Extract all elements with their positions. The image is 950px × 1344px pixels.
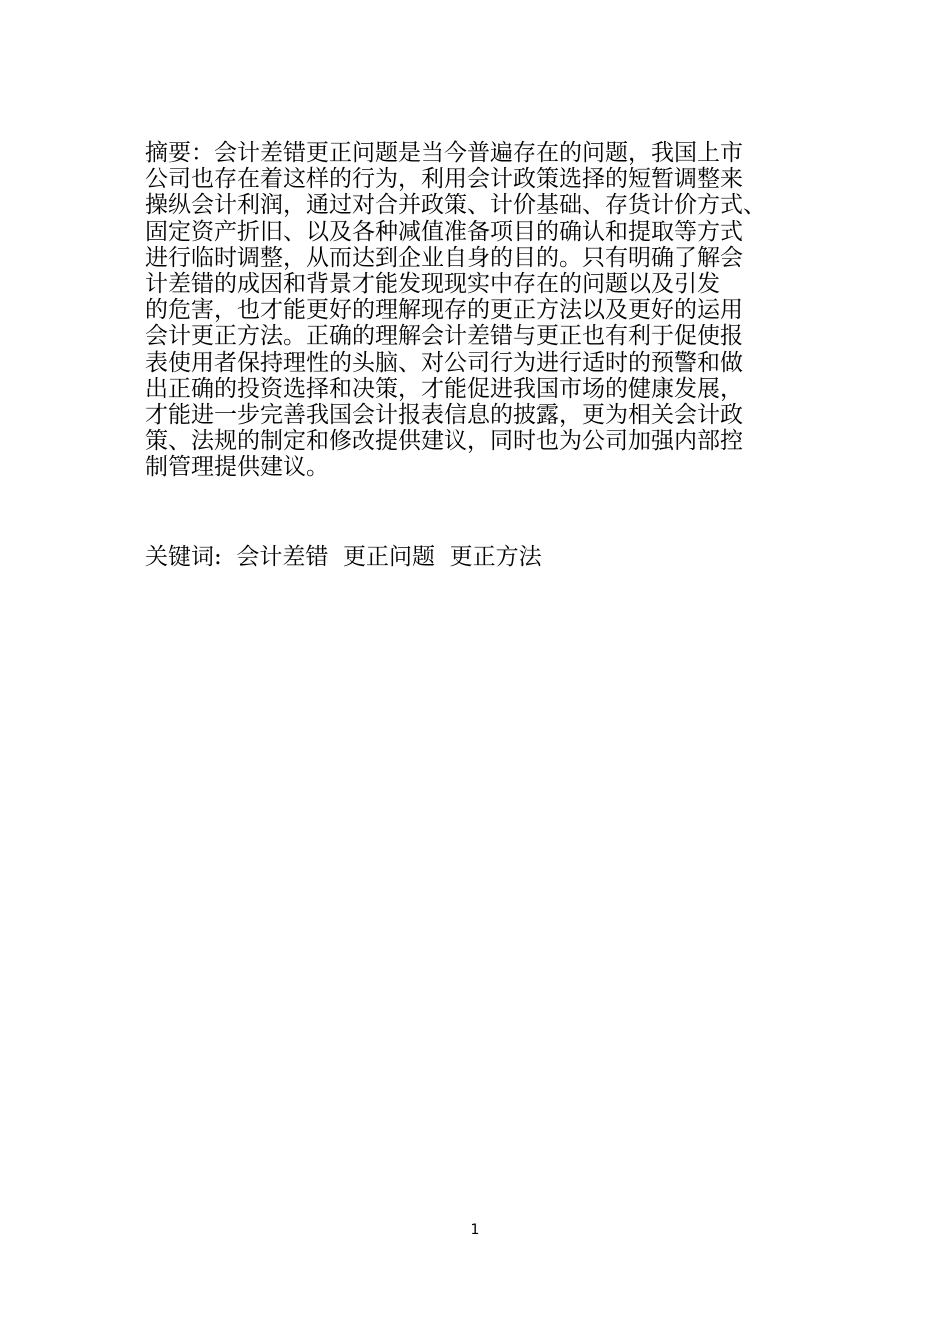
abstract-line: 才能进一步完善我国会计报表信息的披露，更为相关会计政 [145, 402, 743, 429]
abstract-line: 摘要：会计差错更正问题是当今普遍存在的问题，我国上市 [145, 140, 743, 166]
abstract-line: 操纵会计利润，通过对合并政策、计价基础、存货计价方式、 [145, 192, 766, 219]
abstract-line: 制管理提供建议。 [145, 454, 329, 481]
abstract-line: 计差错的成因和背景才能发现现实中存在的问题以及引发 [145, 271, 720, 298]
abstract-paragraph [145, 140, 815, 481]
abstract-line: 表使用者保持理性的头脑、对公司行为进行适时的预警和做 [145, 349, 743, 376]
abstract-line: 固定资产折旧、以及各种减值准备项目的确认和提取等方式 [145, 218, 743, 245]
abstract-line: 出正确的投资选择和决策，才能促进我国市场的健康发展， [145, 375, 743, 402]
abstract-line: 公司也存在着这样的行为，利用会计政策选择的短暂调整来 [145, 166, 743, 193]
abstract-line: 进行临时调整，从而达到企业自身的目的。只有明确了解会 [145, 244, 743, 271]
keywords: 关键词: 会计差错 更正问题 更正方法 [145, 544, 542, 570]
abstract-line: 的危害，也才能更好的理解现存的更正方法以及更好的运用 [145, 297, 743, 324]
page-number: 1 [470, 1222, 480, 1238]
abstract-line: 会计更正方法。正确的理解会计差错与更正也有利于促使报 [145, 323, 743, 350]
abstract-line: 策、法规的制定和修改提供建议，同时也为公司加强内部控 [145, 428, 743, 455]
